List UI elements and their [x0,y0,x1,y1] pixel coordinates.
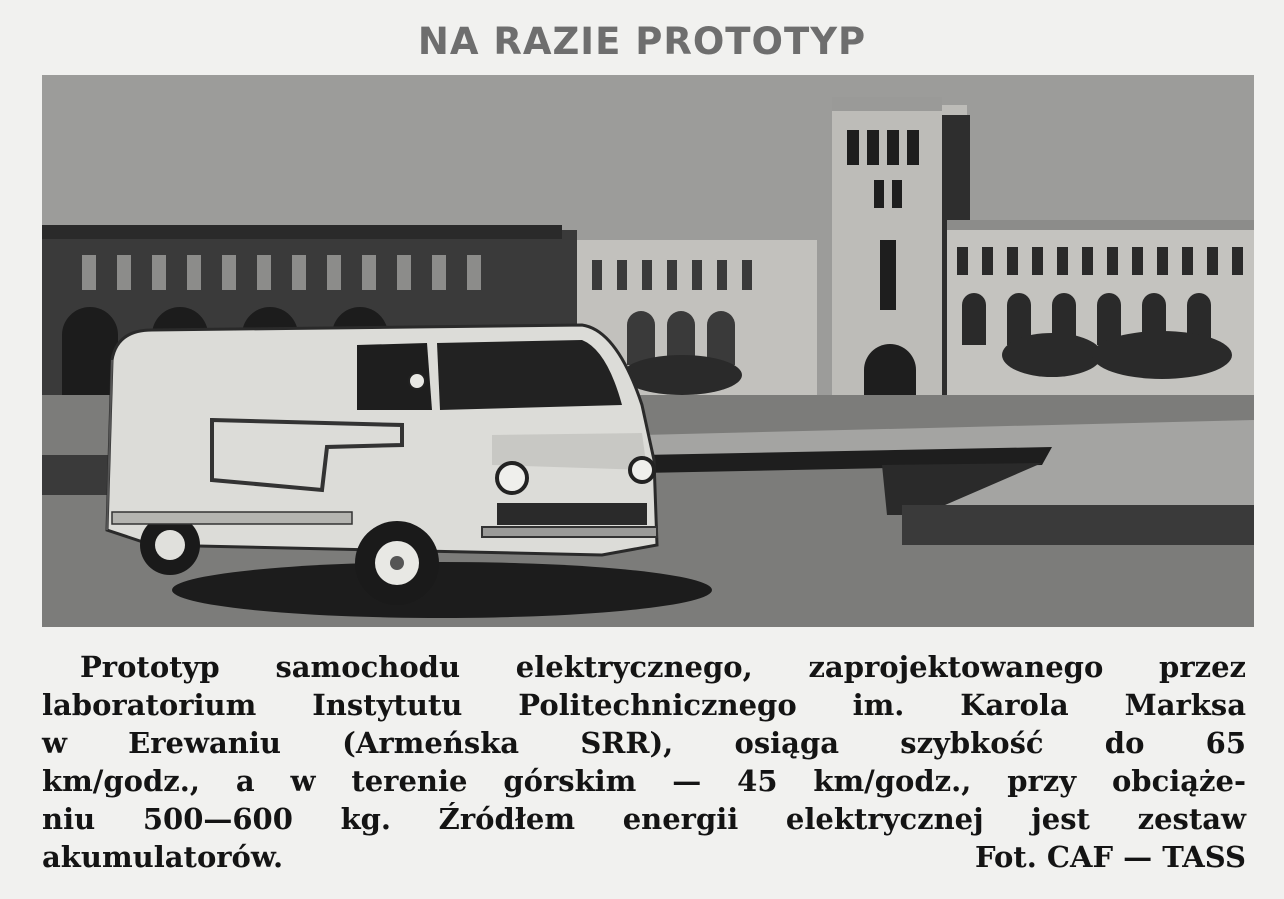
caption-line: km/godz., a w terenie górskim — 45 km/godz., przy obciąże- [42,764,1246,798]
photo-credit: Fot. CAF — TASS [974,840,1246,874]
photo-illustration [42,75,1254,627]
caption-line: akumulatorów. [42,840,284,874]
article-headline: NA RAZIE PROTOTYP [417,20,867,63]
caption-last-row [42,838,1246,876]
caption-line: w Erewaniu (Armeńska SRR), osiąga szybkość do 65 [42,726,1246,760]
news-photo [42,75,1254,627]
caption-line: niu 500—600 kg. Źródłem energii elektrycznej jest zestaw [42,802,1246,836]
caption-line: laboratorium Instytutu Politechnicznego im. Karola Marksa [42,688,1246,722]
caption-line: Prototyp samochodu elektrycznego, zaprojektowanego przez [80,650,1246,684]
photo-caption [42,648,1246,876]
